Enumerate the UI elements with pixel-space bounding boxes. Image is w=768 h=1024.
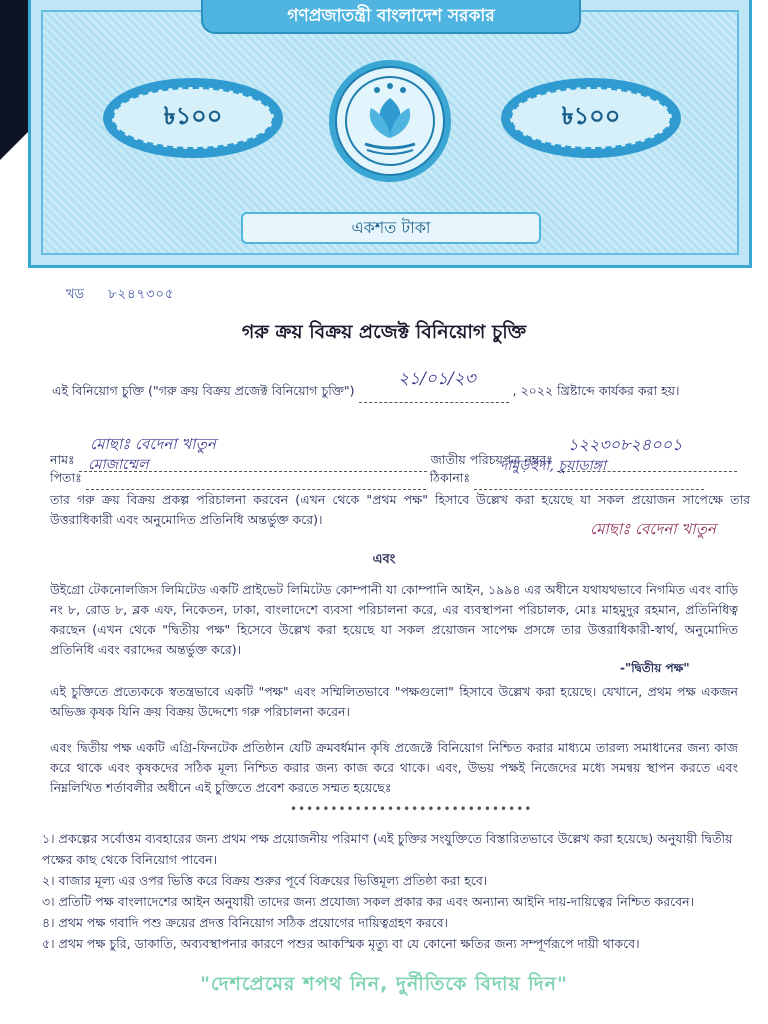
water-lily-emblem-icon: [337, 68, 443, 174]
recital-paragraph: এবং দ্বিতীয় পক্ষ একটি এগ্রি-ফিনটেক প্রতিষ্ঠান যেটি ক্রমবর্ধমান কৃষি প্রজেক্টে বিনিয়োগ নিশ্চিত করার মাধ্যমে তারল্য সমাধানের জন্য কাজ করে থাকে এবং কৃষকদের সঠিক মূল্য নিশ্চিত করার জন্য কাজ করে থাকে। এবং, উভয় পক্ষই নিজেদের মধ্যে সমন্বয় স্থাপন করতে এবং নিম্নলিখিত শর্তাবলীর অধীনে এই চুক্তিতে প্রবেশ করতে সম্মত হয়েছেঃ: [50, 740, 738, 795]
stamp-value-left: [103, 78, 283, 158]
clause-item: ১। প্রকল্পের সর্বোত্তম ব্যবহারের জন্য প্রথম পক্ষ প্রয়োজনীয় পরিমাণ (এই চুক্তির সংযুক্তিতে বিস্তারিতভাবে উল্লেখ করা হয়েছে) অনুযায়ী দ্বিতীয় পক্ষের কাছ থেকে বিনিয়োগ পাবেন।: [42, 831, 733, 867]
clause-item: ২। বাজার মূল্য এর ওপর ভিত্তি করে বিক্রয় শুরুর পূর্বে বিক্রয়ের ভিত্তিমূল্য প্রতিষ্ঠা করা হবে।: [42, 873, 488, 888]
party1-description: তার গরু ক্রয় বিক্রয় প্রকল্প পরিচালনা করবেন (এখন থেকে "প্রথম পক্ষ" হিসাবে উল্লেখ করা হয়েছে যা সকল প্রয়োজন সাপেক্ষে তার উত্তরাধিকারী এবং অনুমোদিত প্রতিনিধি অন্তর্ভুক্ত করে)।: [50, 492, 750, 527]
and-separator: এবং: [372, 552, 396, 567]
anti-corruption-slogan: "দেশপ্রেমের শপথ নিন, দুর্নীতিকে বিদায় দিন": [200, 973, 568, 995]
name-label: নামঃ: [50, 452, 75, 467]
document-title: গরু ক্রয় বিক্রয় প্রজেক্ট বিনিয়োগ চুক্তি: [241, 321, 527, 343]
dotted-separator: ••••••••••••••••••••••••••••••: [290, 802, 533, 816]
party1-signature: মোছাঃ বেদেনা খাতুন: [590, 520, 716, 538]
clause-item: ৩। প্রতিটি পক্ষ বাংলাদেশের আইন অনুযায়ী তাদের জন্য প্রযোজ্য সকল প্রকার কর এবং অন্যান্য আইনি দায়-দায়িত্বের নিশ্চিত করবেন।: [42, 894, 695, 909]
emblem-inner: [335, 66, 445, 176]
stamp-value-left-text: ৳১০০: [112, 87, 274, 149]
stamp-value-right: [501, 78, 681, 158]
definitions-paragraph: এই চুক্তিতে প্রত্যেককে স্বতন্ত্রভাবে একটি "পক্ষ" এবং সম্মিলিতভাবে "পক্ষগুলো" হিসাবে উল্লেখ করা হয়েছে। যেখানে, প্রথম পক্ষ একজন অভিজ্ঞ কৃষক যিনি ক্রয় বিক্রয় উদ্দেশ্যে গরু পরিচালনা করেন।: [50, 684, 738, 719]
nid-label: জাতীয় পরিচয়পত্র নম্বরঃ: [430, 452, 553, 467]
serial-number: [66, 285, 174, 306]
clauses-list: [38, 828, 748, 954]
father-label: পিতাঃ: [50, 470, 82, 485]
intro-line: [52, 383, 680, 403]
address-blank: [474, 478, 704, 490]
handwritten-name: মোছাঃ বেদেনা খাতুন: [90, 435, 216, 453]
clause-item: ৫। প্রথম পক্ষ চুরি, ডাকাতি, অব্যবস্থাপনার কারণে পশুর আকস্মিক মৃত্যু বা যে কোনো ক্ষতির জন্য সম্পূর্ণরূপে দায়ী থাকবে।: [42, 936, 640, 951]
stamp-denomination: একশত টাকা: [241, 212, 541, 244]
handwritten-father: মোজাম্মেল: [88, 457, 149, 473]
serial-label: খড: [66, 287, 85, 302]
party2-tag: -"দ্বিতীয় পক্ষ": [620, 661, 690, 675]
stamp-paper-header: [28, 0, 752, 268]
clause-item: ৪। প্রথম পক্ষ গবাদি পশু ক্রয়ের প্রদত্ত বিনিয়োগ সঠিক প্রয়োগের দায়িত্বগ্রহণ করবে।: [42, 915, 449, 930]
serial-value: ৮২৪৭৩০৫: [108, 287, 175, 302]
government-emblem-icon: [329, 60, 451, 182]
intro-suffix: , ২০২২ খ্রিষ্টাব্দে কার্যকর করা হয়।: [512, 383, 680, 398]
stamp-value-right-text: ৳১০০: [510, 87, 672, 149]
address-label: ঠিকানাঃ: [429, 470, 471, 485]
father-blank: [86, 478, 426, 490]
handwritten-nid: ১২২৩০৮২৪০০১: [568, 435, 683, 454]
handwritten-date: ২১/০১/২৩: [398, 369, 476, 389]
stamp-header-banner: গণপ্রজাতন্ত্রী বাংলাদেশ সরকার: [201, 0, 581, 34]
party2-description: উইগ্রো টেকনোলজিস লিমিটেড একটি প্রাইভেট লিমিটেড কোম্পানী যা কোম্পানি আইন, ১৯৯৪ এর অধীনে যথাযথভাবে নিগমিত এবং বাড়ি নং ৮, রোড ৮, ব্লক এফ, নিকেতন, ঢাকা, বাংলাদেশে ব্যবসা পরিচালনা করে, এর ব্যবস্থাপনা পরিচালক, মোঃ মাহমুদুর রহমান, প্রতিনিধিত্ব করছেন (এখন থেকে "দ্বিতীয় পক্ষ" হিসেবে উল্লেখ করা হয়েছে যা সকল প্রয়োজন সাপেক্ষ প্রসঙ্গে তার উত্তরাধিকারী-স্বার্থ, অনুমোদিত প্রতিনিধি এবং বরাদ্দের অন্তর্ভুক্ত করে)।: [50, 582, 738, 657]
handwritten-address: দামুড়হুদা, চুয়াডাঙ্গা: [500, 458, 607, 474]
intro-prefix: এই বিনিয়োগ চুক্তি ("গরু ক্রয় বিক্রয় প্রজেক্ট বিনিয়োগ চুক্তি"): [52, 383, 355, 398]
